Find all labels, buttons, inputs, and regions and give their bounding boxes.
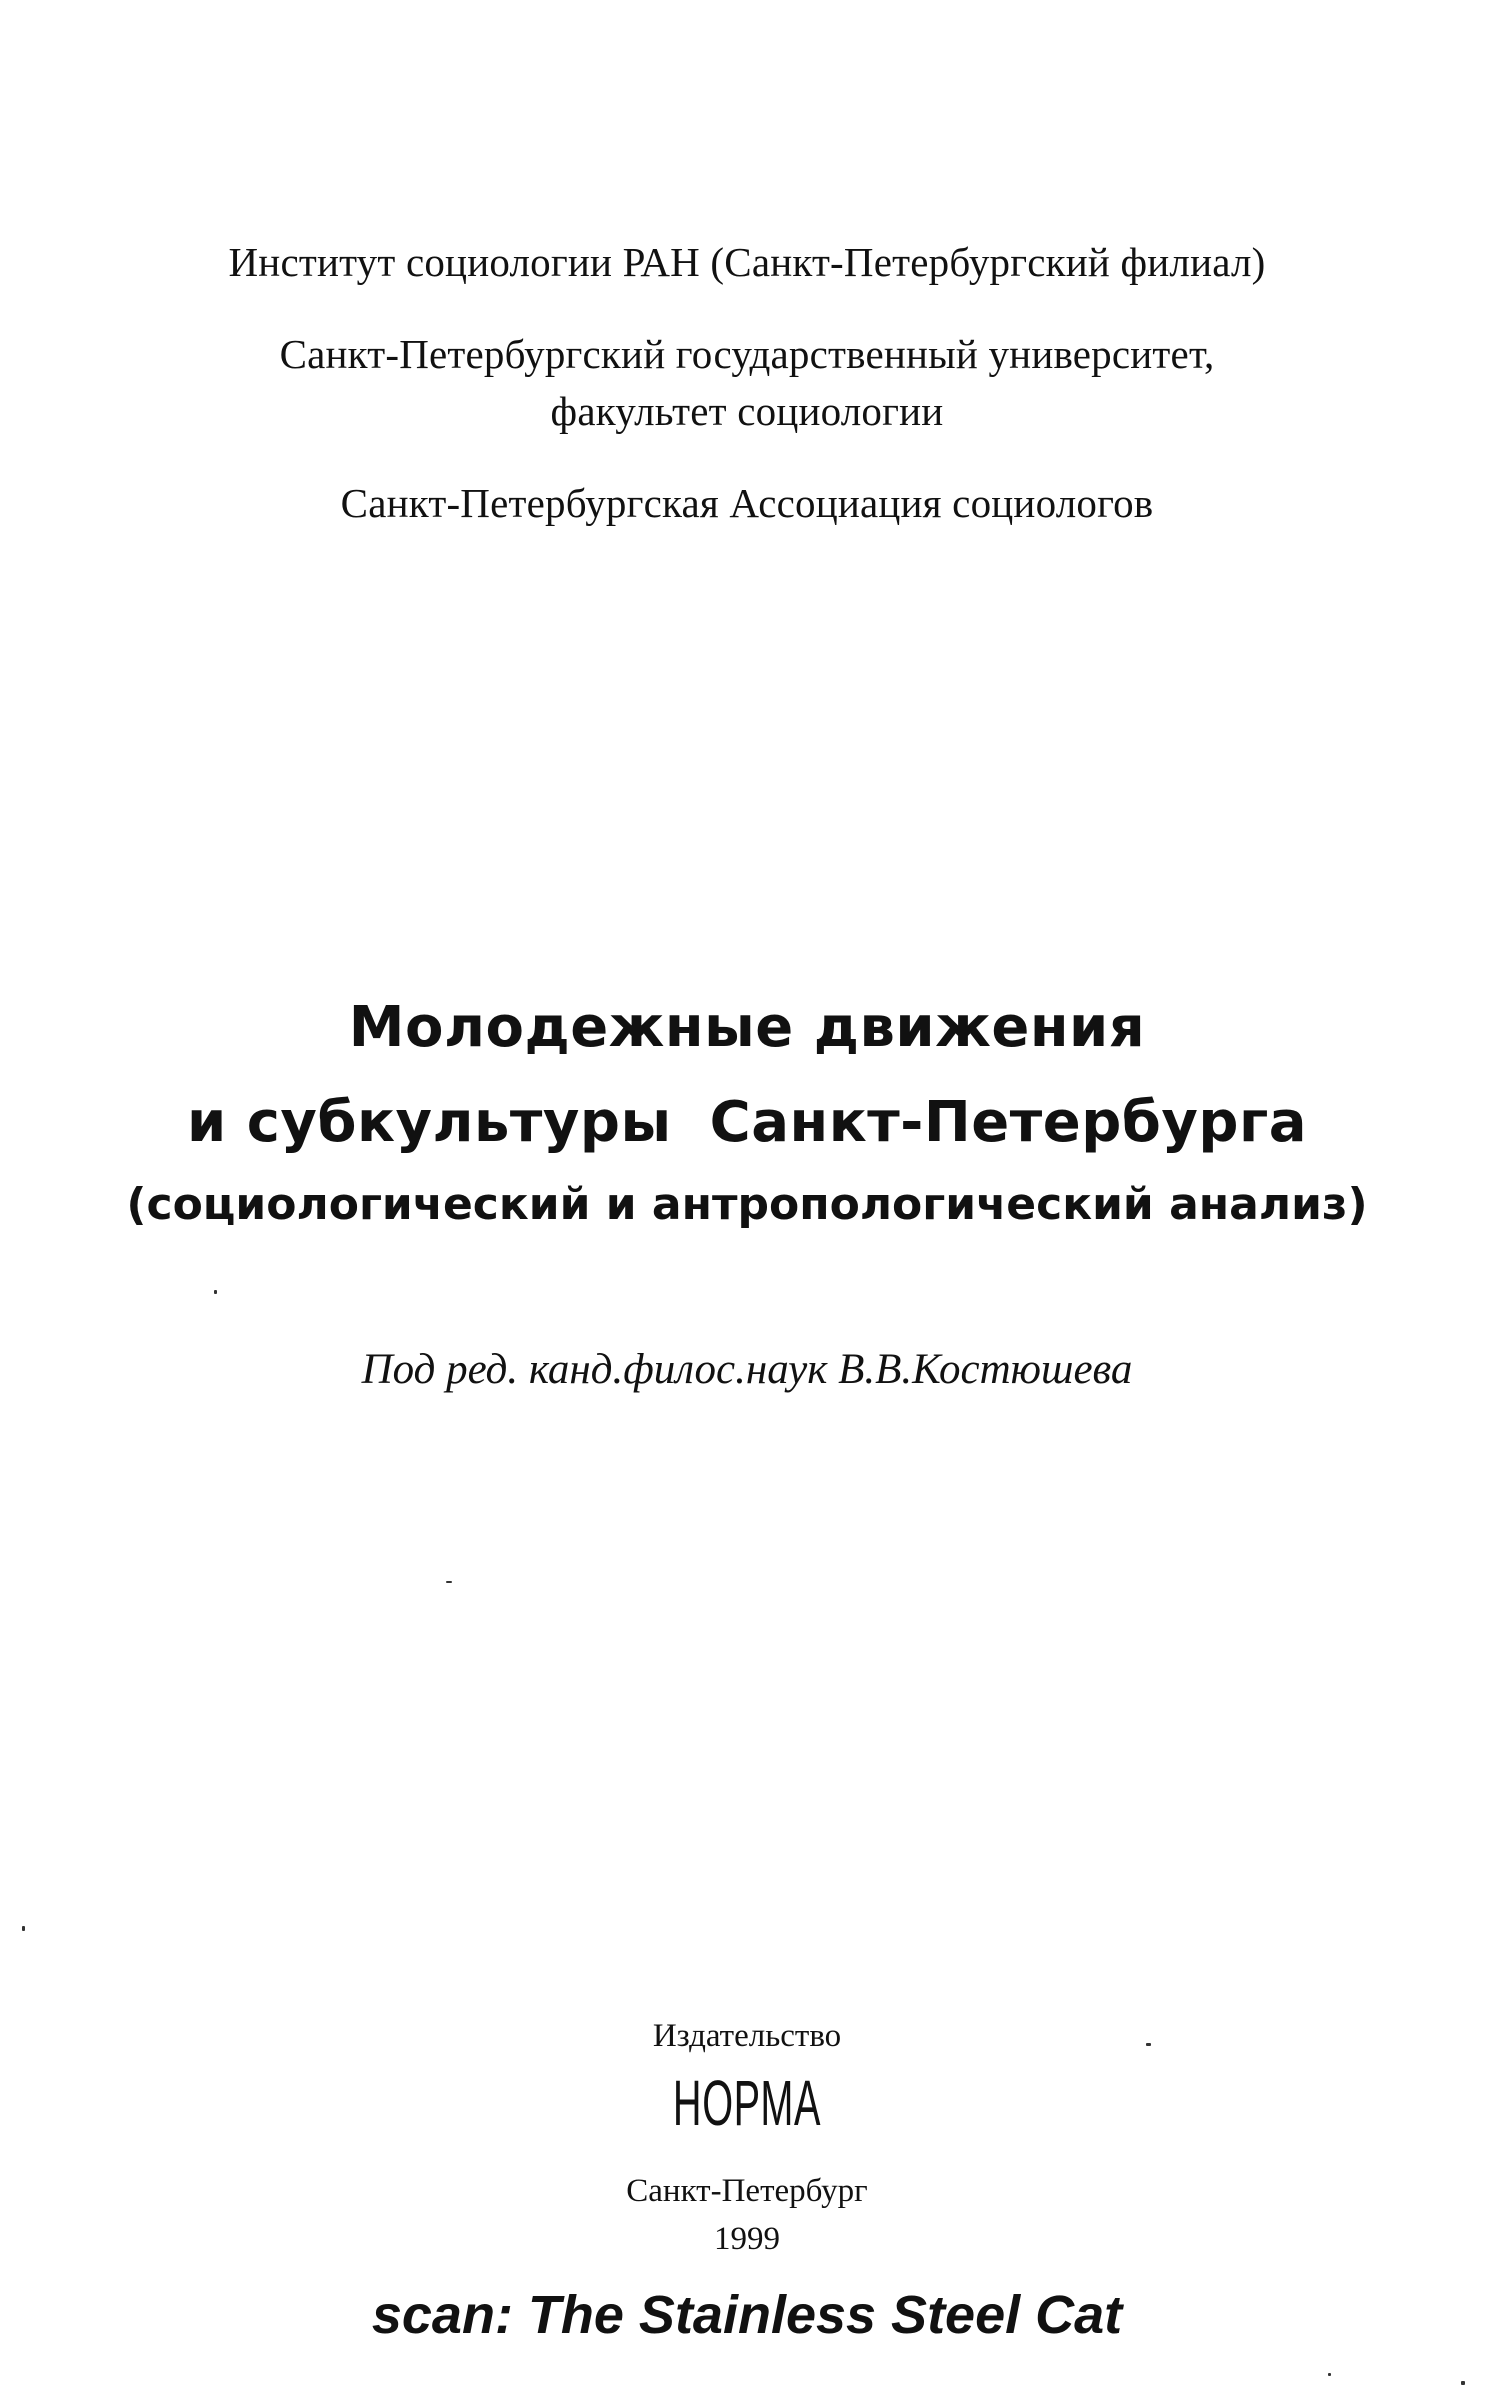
book-subtitle: (социологический и антропологический анализ): [126, 1179, 1368, 1230]
publication-year: 1999: [714, 2221, 780, 2257]
book-title-line2: [0, 1088, 1494, 1158]
editor-credit: Под ред. канд.филос.наук В.В.Костюшева: [361, 1346, 1133, 1393]
scan-credit: scan: The Stainless Steel Cat: [371, 2285, 1123, 2345]
scan-speck: [214, 1290, 217, 1294]
scan-speck: [446, 1581, 452, 1583]
scan-speck: [22, 1926, 25, 1931]
institution-association: Санкт-Петербургская Ассоциация социологов: [340, 480, 1154, 526]
institution-spbu: Санкт-Петербургский государственный университет,: [279, 331, 1215, 377]
institution-spbu-faculty: факультет социологии: [550, 388, 944, 434]
publisher-label: Издательство: [652, 2018, 842, 2054]
publisher-city: Санкт-Петербург: [626, 2173, 868, 2209]
scan-speck: [1461, 2381, 1465, 2385]
institution-ras: Институт социологии РАН (Санкт-Петербургский филиал): [228, 239, 1266, 285]
book-title-line1: Молодежные движения: [348, 995, 1146, 1060]
scan-speck: [1328, 2373, 1331, 2376]
book-title-line2-part1: и субкультуры: [186, 1090, 672, 1155]
book-title-line2-part2: Санкт-Петербурга: [709, 1090, 1308, 1155]
scan-speck: [1146, 2043, 1151, 2046]
publisher-logo: НОРМА: [672, 2067, 822, 2139]
